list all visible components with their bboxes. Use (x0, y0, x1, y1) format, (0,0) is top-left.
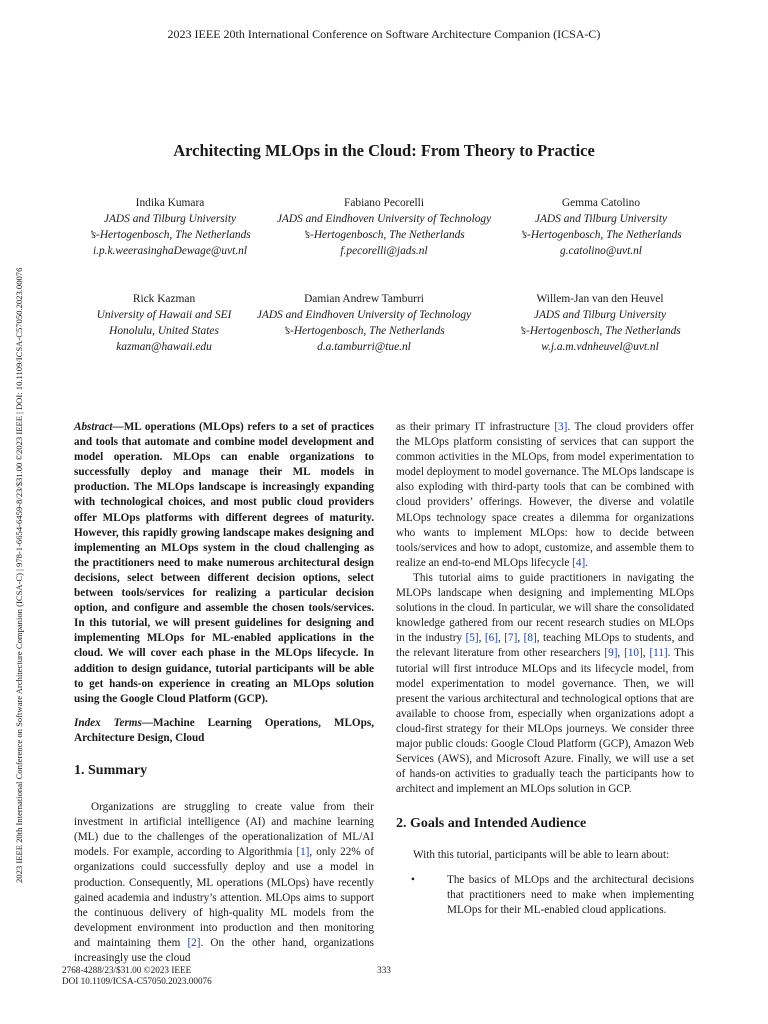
citation-link[interactable]: [4] (572, 556, 586, 569)
author-name: Fabiano Pecorelli (343, 197, 425, 209)
author-affiliation: JADS and Eindhoven University of Technology (276, 213, 492, 225)
tutorial-paragraph (396, 571, 694, 797)
author-city: ’s-Hertogenbosch, The Netherlands (89, 229, 251, 241)
footer-doi: DOI 10.1109/ICSA-C57050.2023.00076 (62, 976, 212, 986)
text-run: , (497, 632, 505, 645)
text-run: , (517, 632, 524, 645)
author-city: ’s-Hertogenbosch, The Netherlands (303, 229, 465, 241)
author-city: Honolulu, United States (109, 325, 219, 337)
author-name: Damian Andrew Tamburri (304, 293, 424, 305)
author-block (236, 291, 492, 355)
footer-issn: 2768-4288/23/$31.00 ©2023 IEEE (62, 965, 192, 975)
citation-link[interactable]: [7] (504, 632, 518, 645)
author-email[interactable]: d.a.tamburri@tue.nl (317, 341, 411, 353)
text-run: , teaching MLOps to students, and the relevant literature from other researchers (396, 632, 695, 660)
abstract (74, 420, 374, 707)
author-affiliation: JADS and Tilburg University (103, 213, 237, 225)
text-run: , (642, 647, 650, 660)
author-block (496, 195, 706, 259)
author-email[interactable]: kazman@hawaii.edu (116, 341, 212, 353)
list-item (396, 873, 694, 918)
author-city: ’s-Hertogenbosch, The Netherlands (519, 325, 681, 337)
text-run: Organizations are struggling to create value from their investment in artificial intelligence (AI) and machine learning (ML) due to the challenges of the operationalization of ML/AI models. For example, according to Algorithmia (74, 801, 374, 859)
bullet-icon: • (411, 873, 415, 886)
text-run: as their primary IT infrastructure (396, 421, 555, 433)
text-run: , only 22% of organizations could successfully deploy and use a model in production. Consequently, ML operations (MLOps) have recently gained academia and industry’s attention. MLOps aims to support the continuous delivery of high-quality ML models from the development environment into production and then monitoring and maintaining them (74, 846, 374, 949)
citation-link[interactable]: [9] (604, 647, 618, 660)
abstract-text: —ML operations (MLOps) refers to a set of practices and tools that automate and combine model development and model operation. MLOps can enable organizations to successfully deploy and manage their ML models in production. The MLOps landscape is increasingly expanding with technological choices, and most public cloud providers offer MLOps platforms with different degrees of maturity. However, this rapidly growing landscape makes designing and implementing an MLOps system in the cloud challenging as the practitioners need to make numerous architectural design decisions, select between different decision options, select between tools/services for realizing a particular decision option, and configure and assemble the chosen tools/services. In this tutorial, we will present guidelines for designing and implementing MLOps for ML-enabled applications in the cloud. We will cover each phase in the MLOps lifecycle. In addition to design guidance, tutorial participants will be able to get hands-on experience in creating an MLOps solution using the Google Cloud Platform (GCP). (74, 421, 374, 705)
author-email[interactable]: w.j.a.m.vdnheuvel@uvt.nl (541, 341, 659, 353)
right-column (396, 420, 694, 918)
list-item-text: The basics of MLOps and the architectural decisions that practitioners need to make when implementing MLOps for their ML-enabled cloud applications. (447, 873, 694, 916)
author-block (258, 195, 510, 259)
text-run: . On the other hand, organizations increasingly use the cloud (74, 936, 374, 964)
citation-link[interactable]: [3] (554, 421, 568, 433)
citation-link[interactable]: [6] (484, 632, 498, 645)
text-run: . This tutorial will first introduce MLOps and its lifecycle model, from model experimentation to model governance. Then, we will present the various architectural and technological options that are available to choose from, especially when organizations adopt a cloud-first strategy for their MLOps journeys. We consider three major public clouds: Google Cloud Platform (GCP), Amazon Web Services (AWS), and Microsoft Azure. Finally, we will use a set of hands-on activities to gradually teach the participants how to architect and implement an MLOps solution in GCP. (396, 647, 695, 796)
author-name: Gemma Catolino (561, 197, 641, 209)
author-affiliation: JADS and Tilburg University (534, 213, 668, 225)
citation-link[interactable]: [10] (624, 647, 643, 660)
citation-link[interactable]: [1] (296, 846, 310, 859)
section-heading-summary: 1. Summary (74, 762, 148, 778)
section-heading-goals: 2. Goals and Intended Audience (396, 816, 587, 832)
author-affiliation: University of Hawaii and SEI (96, 309, 232, 321)
author-affiliation: JADS and Tilburg University (533, 309, 667, 321)
citation-link[interactable]: [2] (187, 936, 201, 949)
author-email[interactable]: i.p.k.weerasinghaDewage@uvt.nl (92, 245, 248, 257)
index-terms-label: Index Terms (74, 716, 142, 729)
conference-header: 2023 IEEE 20th International Conference on Software Architecture Companion (ICSA-C) (167, 27, 601, 41)
citation-link[interactable]: [8] (523, 632, 537, 645)
page-number: 333 (377, 965, 391, 975)
text-run: , (478, 632, 485, 645)
author-block (488, 291, 712, 355)
index-terms-text: —Machine Learning Operations, MLOps, Architecture Design, Cloud (74, 716, 374, 744)
citation-link[interactable]: [5] (465, 632, 479, 645)
author-name: Rick Kazman (132, 293, 196, 305)
author-city: ’s-Hertogenbosch, The Netherlands (520, 229, 682, 241)
text-run: , (617, 647, 625, 660)
left-column (74, 420, 374, 966)
author-affiliation: JADS and Eindhoven University of Technology (256, 309, 472, 321)
author-name: Indika Kumara (135, 197, 205, 209)
goals-intro: With this tutorial, participants will be able to learn about: (413, 849, 670, 862)
summary-paragraph (74, 800, 374, 966)
text-run: . (585, 556, 588, 569)
index-terms (74, 716, 374, 746)
citation-link[interactable]: [11] (649, 647, 668, 660)
author-city: ’s-Hertogenbosch, The Netherlands (283, 325, 445, 337)
cloud-paragraph (396, 420, 694, 571)
paper-title: Architecting MLOps in the Cloud: From Theory to Practice (173, 141, 595, 160)
side-metadata-strip: 2023 IEEE 20th International Conference on Software Architecture Companion (ICSA-C) | 978-1-6654-6459-8/23/$31.00 ©2023 IEEE | DOI: 10.1109/ICSA-C57050.2023.00076 (14, 267, 24, 883)
author-email[interactable]: g.catolino@uvt.nl (560, 245, 642, 257)
author-email[interactable]: f.pecorelli@jads.nl (340, 245, 428, 257)
abstract-label: Abstract (74, 421, 113, 433)
author-name: Willem-Jan van den Heuvel (536, 293, 664, 305)
author-block (58, 195, 282, 259)
text-run: This tutorial aims to guide practitioners in navigating the MLOPs landscape when designing and implementing MLOps solutions in the cloud. In particular, we will share the consolidated knowledge gathered from our recent research studies on MLOps in the industry (396, 571, 694, 645)
text-run: . The cloud providers offer the MLOps platform consisting of services that can support the common activities in the MLOps, from model experimentation to model deployment to model governance. The MLOps landscape is also exploding with third-party tools that can be combined with cloud providers’ offerings. However, the diverse and volatile MLOps technology space creates a dilemma for organizations who wants to implement MLOps: how to decide between tools/services and how to adopt, customize, and assemble them to realize an end-to-end MLOps lifecycle (396, 421, 694, 569)
